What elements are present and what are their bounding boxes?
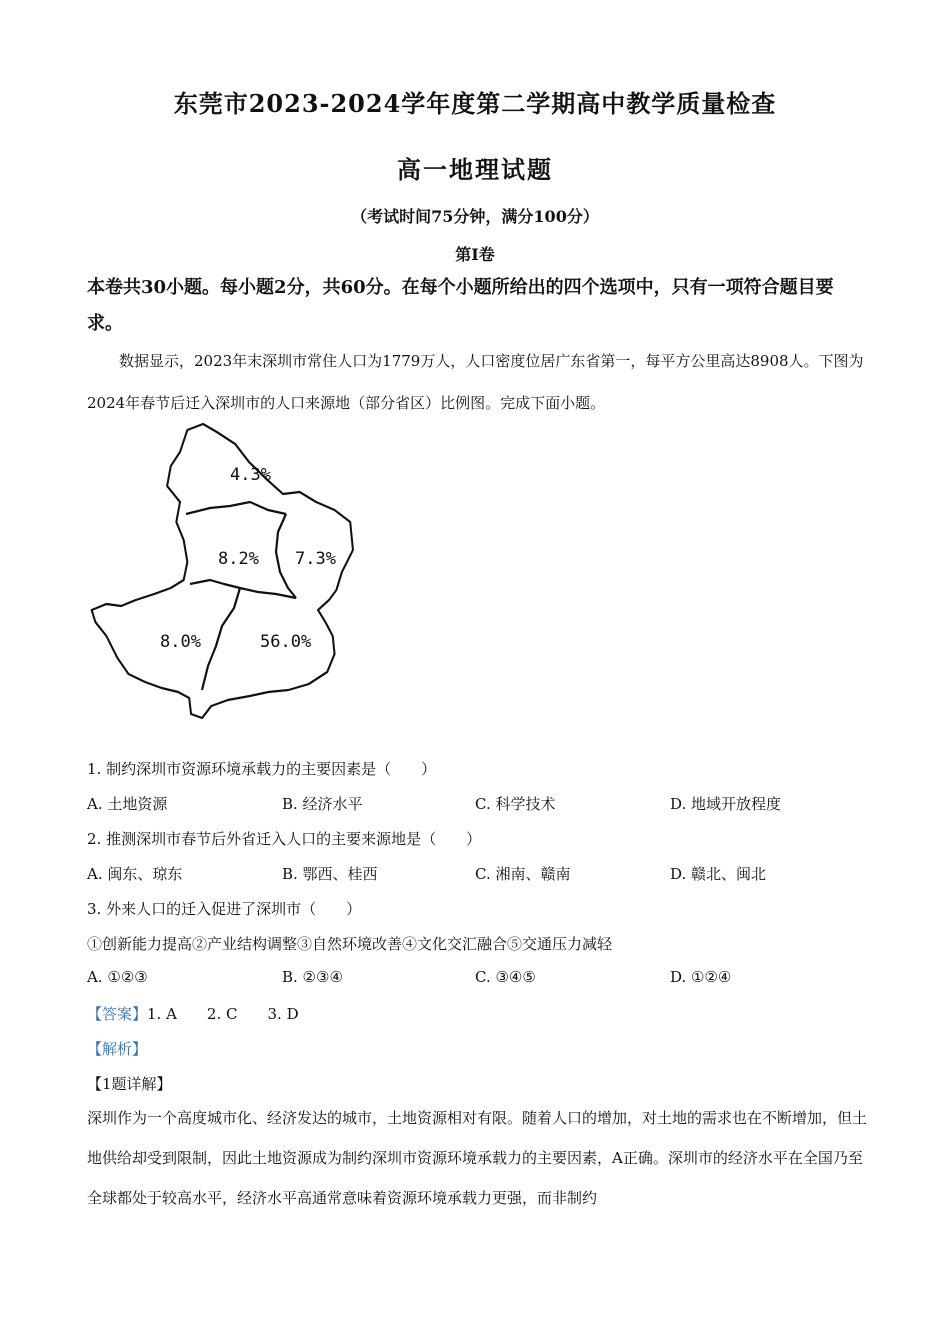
q1-option-a: A. 土地资源 bbox=[87, 795, 168, 813]
part-label: 第Ⅰ卷 bbox=[455, 245, 495, 264]
q2-option-a: A. 闽东、琼东 bbox=[87, 865, 183, 883]
q1-option-b: B. 经济水平 bbox=[282, 795, 363, 813]
question-3-statements: ①创新能力提高②产业结构调整③自然环境改善④文化交汇融合⑤交通压力减轻 bbox=[87, 935, 613, 953]
question-2: 2. 推测深圳市春节后外省迁入人口的主要来源地是（ ） bbox=[87, 830, 482, 848]
map-label-south: 56.0% bbox=[260, 632, 312, 652]
map-label-east: 7.3% bbox=[295, 549, 336, 569]
border-north bbox=[186, 502, 286, 514]
analysis-detail-label: 【1题详解】 bbox=[87, 1075, 172, 1093]
map-label-north: 4.3% bbox=[230, 465, 271, 485]
map-label-west: 8.0% bbox=[160, 632, 201, 652]
border-center-south bbox=[190, 580, 296, 598]
answer-text: 1. A 2. C 3. D bbox=[147, 1005, 299, 1023]
question-3: 3. 外来人口的迁入促进了深圳市（ ） bbox=[87, 900, 362, 918]
border-center-east bbox=[276, 514, 296, 598]
migration-source-map bbox=[90, 422, 365, 722]
intro-paragraph: 数据显示，2023年末深圳市常住人口为1779万人，人口密度位居广东省第一，每平方公里高达8908人。下图为2024年春节后迁入深圳市的人口来源地（部分省区）比例图。完成下面小题。 bbox=[87, 352, 864, 412]
q1-option-c: C. 科学技术 bbox=[475, 795, 556, 813]
analysis-label: 【解析】 bbox=[87, 1040, 148, 1058]
q3-option-b: B. ②③④ bbox=[282, 968, 343, 986]
q2-option-c: C. 湘南、赣南 bbox=[475, 865, 571, 883]
instructions: 本卷共30小题。每小题2分，共60分。在每个小题所给出的四个选项中，只有一项符合题目要求。 bbox=[87, 277, 834, 334]
answer-line bbox=[87, 1003, 299, 1024]
q3-option-d: D. ①②④ bbox=[670, 968, 732, 986]
border-west-south bbox=[202, 588, 240, 690]
map-outline bbox=[92, 424, 353, 718]
q2-option-d: D. 赣北、闽北 bbox=[670, 865, 767, 883]
q2-option-b: B. 鄂西、桂西 bbox=[282, 865, 378, 883]
document-subtitle: 高一地理试题 bbox=[397, 155, 553, 184]
answer-label: 【答案】 bbox=[87, 1005, 148, 1023]
document-title: 东莞市2023-2024学年度第二学期高中教学质量检查 bbox=[173, 89, 777, 118]
q3-option-a: A. ①②③ bbox=[87, 968, 148, 986]
q1-option-d: D. 地域开放程度 bbox=[670, 795, 782, 813]
map-label-center: 8.2% bbox=[218, 549, 259, 569]
question-1: 1. 制约深圳市资源环境承载力的主要因素是（ ） bbox=[87, 760, 437, 778]
analysis-paragraph: 深圳作为一个高度城市化、经济发达的城市，土地资源相对有限。随着人口的增加，对土地的需求也在不断增加，但土地供给却受到限制，因此土地资源成为制约深圳市资源环境承载力的主要因素，A正确。深圳市的经济水平在全国乃至全球都处于较高水平，经济水平高通常意味着资源环境承载力更强，而非制约 bbox=[87, 1109, 868, 1207]
q3-option-c: C. ③④⑤ bbox=[475, 968, 536, 986]
exam-info: （考试时间75分钟，满分100分） bbox=[351, 207, 599, 226]
